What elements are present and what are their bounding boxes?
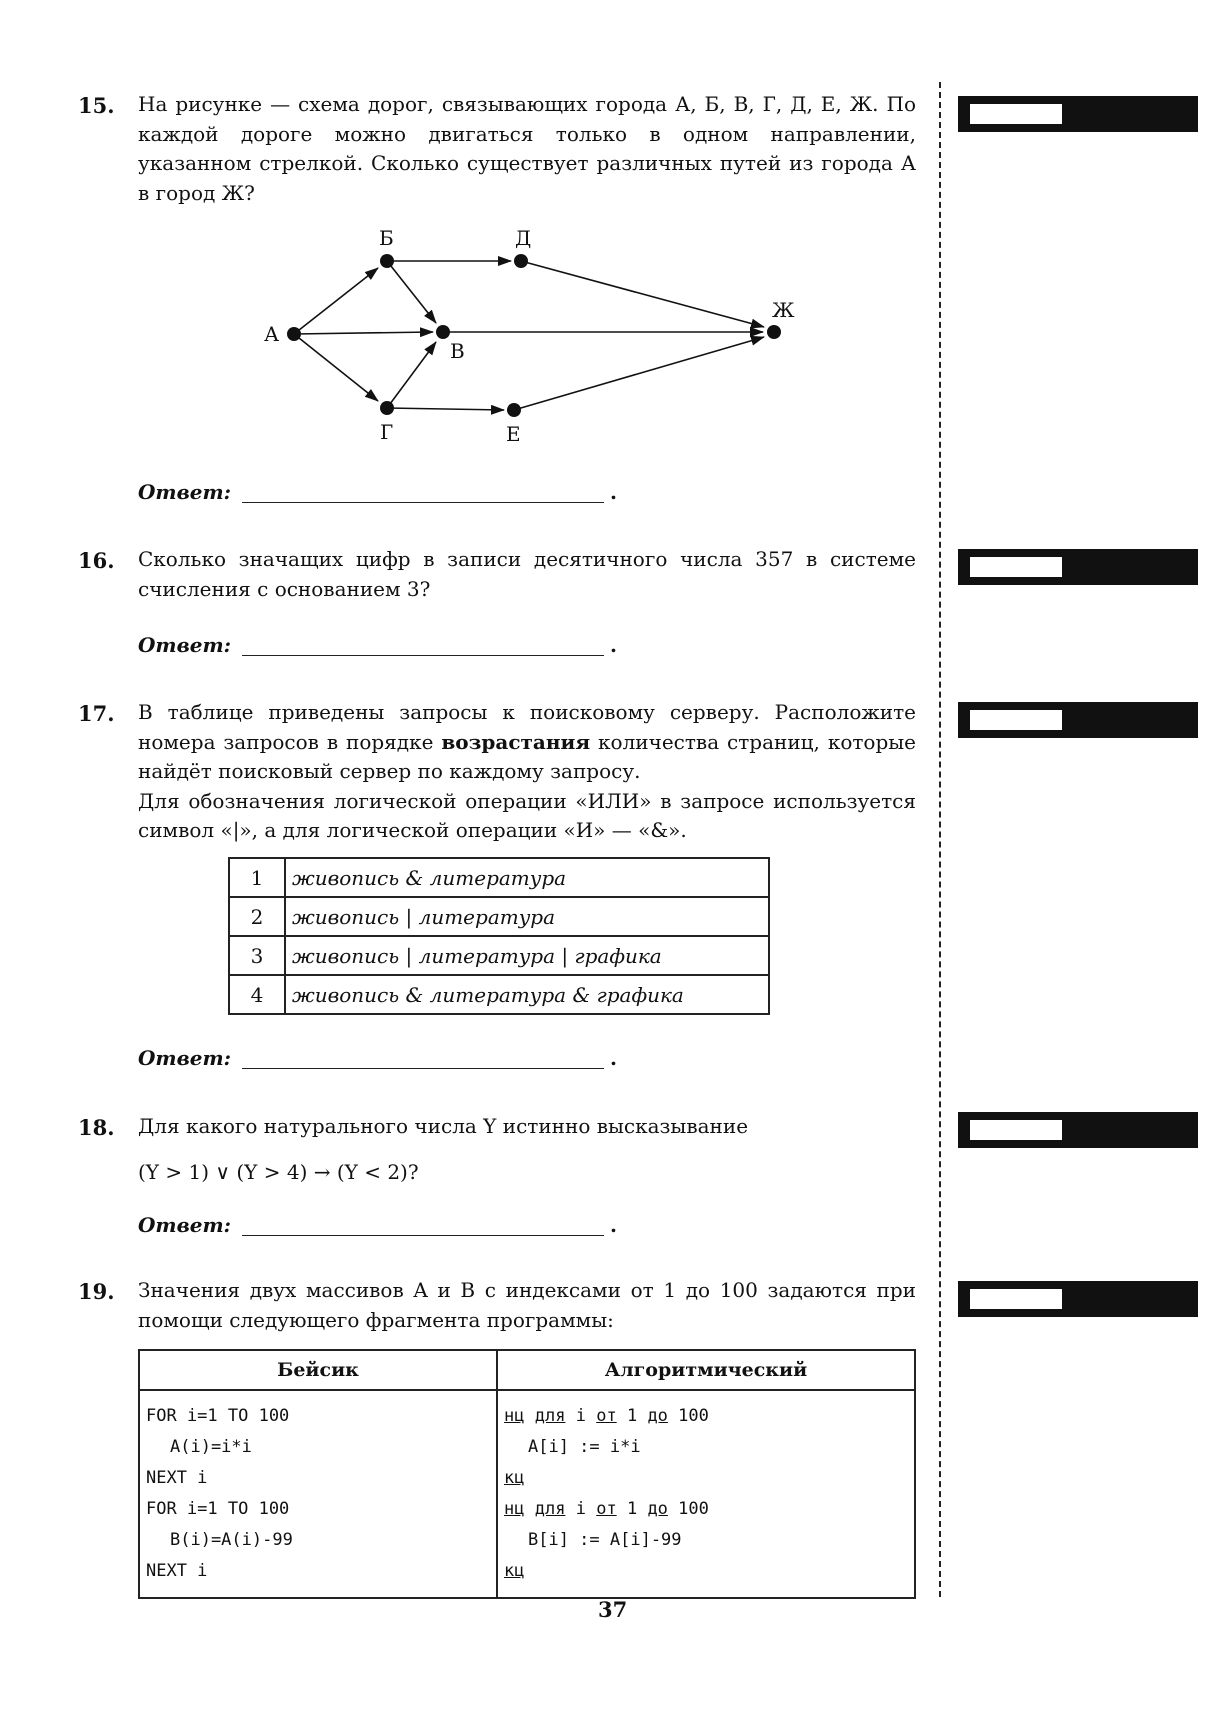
answer-row: Ответ: . [138, 1213, 617, 1237]
label-zh: Ж [772, 298, 795, 322]
formula: (Y > 1) ∨ (Y > 4) → (Y < 2)? [138, 1160, 419, 1184]
column-header-basic: Бейсик [139, 1350, 497, 1390]
answer-box-marker [958, 1281, 1198, 1317]
answer-box-marker [958, 702, 1198, 738]
edge-d-zh [521, 261, 764, 327]
question-number: 17. [78, 701, 115, 726]
answer-label: Ответ: [138, 633, 231, 657]
table-row: 1 живопись & литература [229, 858, 769, 897]
label-b: Б [379, 226, 394, 250]
page-number: 37 [598, 1597, 628, 1622]
answer-row: Ответ: . [138, 1046, 617, 1070]
answer-box-marker [958, 96, 1198, 132]
answer-line[interactable] [242, 655, 604, 656]
edge-a-g [294, 334, 378, 401]
node-g [380, 401, 394, 415]
answer-row: Ответ: . [138, 480, 617, 504]
question-text: Сколько значащих цифр в записи десятичного числа 357 в системе счисления с основанием 3? [138, 547, 916, 601]
answer-label: Ответ: [138, 480, 231, 504]
question-number: 19. [78, 1279, 115, 1304]
program-table [138, 1349, 916, 1599]
label-v: В [450, 339, 465, 363]
answer-row: Ответ: . [138, 633, 617, 657]
edge-e-zh [514, 337, 764, 410]
table-row: 4 живопись & литература & графика [229, 975, 769, 1014]
node-a [287, 327, 301, 341]
emphasis: возрастания [441, 729, 591, 754]
question-text: Значения двух массивов A и B с индексами от 1 до 100 задаются при помощи следующего фрагмента программы: [138, 1278, 916, 1332]
answer-box-marker [958, 1112, 1198, 1148]
label-g: Г [380, 420, 394, 444]
question-number: 18. [78, 1115, 115, 1140]
node-v [436, 325, 450, 339]
label-d: Д [515, 226, 532, 250]
table-row: 2 живопись | литература [229, 897, 769, 936]
answer-line[interactable] [242, 1235, 604, 1236]
algorithmic-code: нц для i от 1 до 100 A[i] := i*i кц нц для i от 1 до 100 B[i] := A[i]-99 кц [497, 1390, 915, 1598]
edge-a-b [294, 268, 378, 334]
table-row: 3 живопись | литература | графика [229, 936, 769, 975]
question-text: Для какого натурального числа Y истинно высказывание [138, 1114, 749, 1138]
question-text: В таблице приведены запросы к поисковому серверу. Расположите номера запросов в порядке возрастания количества страниц, которые найдёт поисковый сервер по каждому запросу. Для обозначения логической операции «ИЛИ» в запросе используется символ «|», а для логической операции «И» — «&». [138, 700, 917, 842]
edge-g-e [387, 408, 504, 410]
column-header-algorithmic: Алгоритмический [497, 1350, 915, 1390]
basic-code: FOR i=1 TO 100 A(i)=i*i NEXT i FOR i=1 TO 100 B(i)=A(i)-99 NEXT i [139, 1390, 497, 1598]
label-e: Е [506, 422, 521, 446]
query-table [228, 857, 770, 1015]
answer-line[interactable] [242, 1068, 604, 1069]
answer-label: Ответ: [138, 1213, 231, 1237]
cut-line [939, 82, 941, 1597]
node-d [514, 254, 528, 268]
edge-b-v [387, 261, 436, 323]
road-graph [250, 225, 810, 455]
edge-a-v [294, 332, 433, 334]
node-zh [767, 325, 781, 339]
edge-g-v [387, 342, 436, 408]
question-number: 15. [78, 93, 115, 118]
question-number: 16. [78, 548, 115, 573]
label-a: А [264, 322, 280, 346]
node-b [380, 254, 394, 268]
answer-box-marker [958, 549, 1198, 585]
node-e [507, 403, 521, 417]
question-text: На рисунке — схема дорог, связывающих города А, Б, В, Г, Д, Е, Ж. По каждой дороге можно двигаться только в одном направлении, указанном стрелкой. Сколько существует различных путей из города А в город Ж? [138, 92, 916, 205]
answer-label: Ответ: [138, 1046, 231, 1070]
answer-line[interactable] [242, 502, 604, 503]
